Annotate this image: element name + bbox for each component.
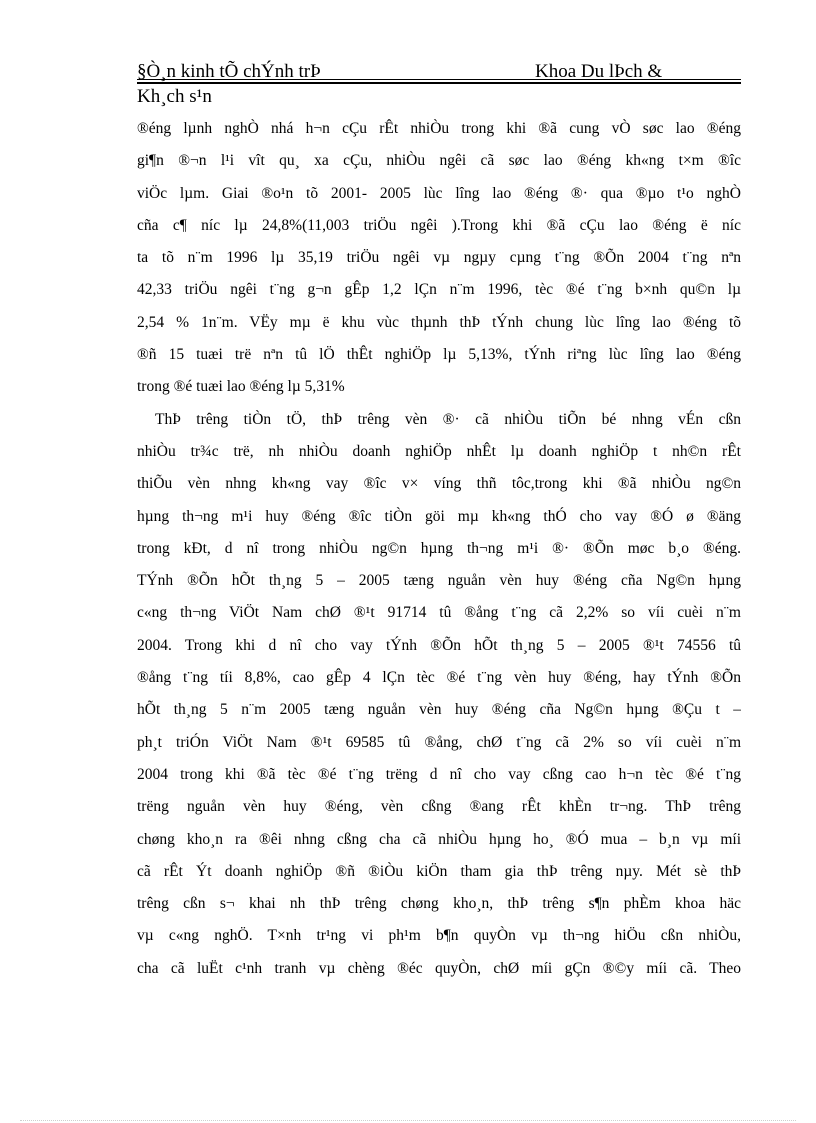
text-line: ®ñ 15 tuæi trë nªn tû lÖ thÊt nghiÖp lµ 5,13%, tÝnh riªng lùc lîng lao ®éng	[137, 346, 741, 364]
header-course-title: §Ò¸n kinh tÕ chÝnh trÞ	[137, 61, 321, 82]
text-line: hÕt th¸ng 5 n¨m 2005 tæng nguån vèn huy ®éng cña Ng©n hµng ®Çu t –	[137, 701, 741, 719]
text-line: cã rÊt Ýt doanh nghiÖp ®ñ ®iÒu kiÖn tham gia thÞ trêng nµy. Mét sè thÞ	[137, 862, 741, 880]
text-line: chøng kho¸n ra ®êi nhng cßng cha cã nhiÒu hµng ho¸ ®Ó mua – b¸n vµ míi	[137, 830, 741, 848]
text-line: trëng nguån vèn huy ®éng, vèn cßng ®ang rÊt khÈn tr¬ng. ThÞ trêng	[137, 798, 741, 816]
header-rule-thin	[137, 79, 741, 80]
text-line: ta tõ n¨m 1996 lµ 35,19 triÖu ngêi vµ ngµy cµng t¨ng ®Õn 2004 t¨ng nªn	[137, 249, 741, 267]
text-line: trong ®é tuæi lao ®éng lµ 5,31%	[137, 378, 345, 396]
text-line: trêng cßn s¬ khai nh thÞ trêng chøng kho¸n, thÞ trêng s¶n phÈm khoa häc	[137, 895, 741, 913]
header-faculty-continued: Kh¸ch s¹n	[137, 86, 212, 107]
header-faculty-name: Khoa Du lÞch &	[535, 61, 663, 82]
text-line: c«ng th¬ng ViÖt Nam chØ ®¹t 91714 tû ®ång t¨ng cã 2,2% so víi cuèi n¨m	[137, 604, 741, 622]
text-line: ®ång t¨ng tíi 8,8%, cao gÊp 4 lÇn tèc ®é t¨ng vèn huy ®éng, hay tÝnh ®Õn	[137, 669, 741, 687]
text-line: viÖc lµm. Giai ®o¹n tõ 2001- 2005 lùc lîng lao ®éng ®· qua ®µo t¹o nghÒ	[137, 184, 741, 202]
text-line: 2,54 % 1n¨m. VËy mµ ë khu vùc thµnh thÞ tÝnh chung lùc lîng lao ®éng tõ	[137, 313, 741, 331]
paragraph-start: ThÞ trêng tiÒn tÖ, thÞ trêng vèn ®· cã nhiÒu tiÕn bé nhng vÉn cßn	[155, 410, 741, 428]
text-line: 2004 trong khi ®ã tèc ®é t¨ng trëng d nî cho vay cßng cao h¬n tèc ®é t¨ng	[137, 765, 741, 783]
text-line: thiÕu vèn nhng kh«ng vay ®îc v× víng thñ tôc,trong khi ®ã nhiÒu ng©n	[137, 475, 741, 493]
page-bottom-rule	[20, 1120, 796, 1121]
text-line: TÝnh ®Õn hÕt th¸ng 5 – 2005 tæng nguån vèn huy ®éng cña Ng©n hµng	[137, 572, 741, 590]
text-line: vµ c«ng nghÖ. T×nh tr¹ng vi ph¹m b¶n quyÒn vµ th¬ng hiÖu cßn nhiÒu,	[137, 927, 741, 945]
text-line: ®éng lµnh nghÒ nhá h¬n cÇu rÊt nhiÒu trong khi ®ã cung vÒ søc lao ®éng	[137, 120, 741, 137]
text-line: cña c¶ níc lµ 24,8%(11,003 triÖu ngêi ).Trong khi ®ã cÇu lao ®éng ë níc	[137, 216, 741, 234]
body-text	[137, 113, 741, 985]
text-line: 2004. Trong khi d nî cho vay tÝnh ®Õn hÕt th¸ng 5 – 2005 ®¹t 74556 tû	[137, 636, 741, 654]
text-line: ph¸t triÓn ViÖt Nam ®¹t 69585 tû ®ång, chØ t¨ng cã 2% so víi cuèi n¨m	[137, 733, 741, 751]
text-line: 42,33 triÖu ngêi t¨ng g¬n gÊp 1,2 lÇn n¨m 1996, tèc ®é t¨ng b×nh qu©n lµ	[137, 281, 741, 299]
text-line: trong kÐt, d nî trong nhiÒu ng©n hµng th¬ng m¹i ®· ®Õn møc b¸o ®éng.	[137, 539, 741, 557]
text-line: hµng th¬ng m¹i huy ®éng ®îc tiÒn göi mµ kh«ng thÓ cho vay ®Ó ø ®äng	[137, 507, 741, 525]
text-line: nhiÒu tr¾c trë, nh nhiÒu doanh nghiÖp nhÊt lµ doanh nghiÖp t nh©n rÊt	[137, 442, 741, 460]
text-line: gi¶n ®¬n l¹i vît qu¸ xa cÇu, nhiÒu ngêi cã søc lao ®éng kh«ng t×m ®îc	[137, 152, 741, 170]
header-rule-thick	[137, 82, 741, 84]
text-line: cha cã luËt c¹nh tranh vµ chèng ®éc quyÒn, chØ míi gÇn ®©y míi cã. Theo	[137, 959, 741, 977]
